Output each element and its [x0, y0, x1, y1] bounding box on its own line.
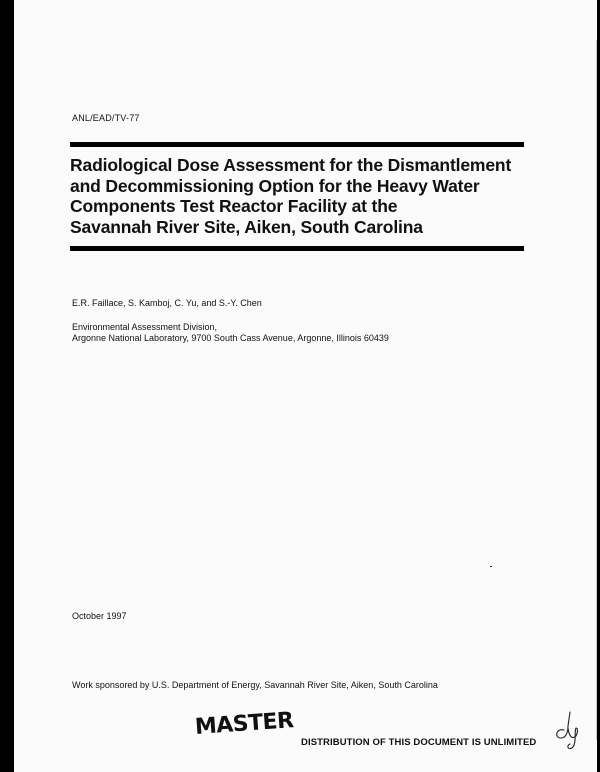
- title-line: Components Test Reactor Facility at the: [70, 196, 398, 216]
- title-line: and Decommissioning Option for the Heavy Water: [70, 175, 480, 196]
- title-rule-top: [70, 142, 524, 147]
- document-title: [70, 155, 550, 237]
- page-edge: [596, 40, 597, 740]
- report-number: ANL/EAD/TV-77: [72, 113, 140, 123]
- affiliation: [72, 322, 389, 344]
- scan-speck: [490, 566, 492, 567]
- title-rule-bottom: [70, 246, 524, 251]
- publication-date: October 1997: [72, 611, 127, 621]
- master-stamp: MASTER: [194, 708, 295, 740]
- handwritten-initials-icon: [550, 708, 597, 752]
- sponsor-statement: Work sponsored by U.S. Department of Energy, Savannah River Site, Aiken, South Carolina: [72, 680, 438, 690]
- authors: E.R. Faillace, S. Kamboj, C. Yu, and S.-Y. Chen: [72, 298, 262, 308]
- distribution-notice: DISTRIBUTION OF THIS DOCUMENT IS UNLIMITED: [301, 737, 537, 748]
- title-line: Radiological Dose Assessment for the Dismantlement: [70, 155, 512, 175]
- title-line: Savannah River Site, Aiken, South Carolina: [70, 216, 423, 237]
- affiliation-line: Argonne National Laboratory, 9700 South Cass Avenue, Argonne, Illinois 60439: [72, 333, 389, 343]
- document-page: [14, 0, 597, 772]
- affiliation-line: Environmental Assessment Division,: [72, 322, 218, 332]
